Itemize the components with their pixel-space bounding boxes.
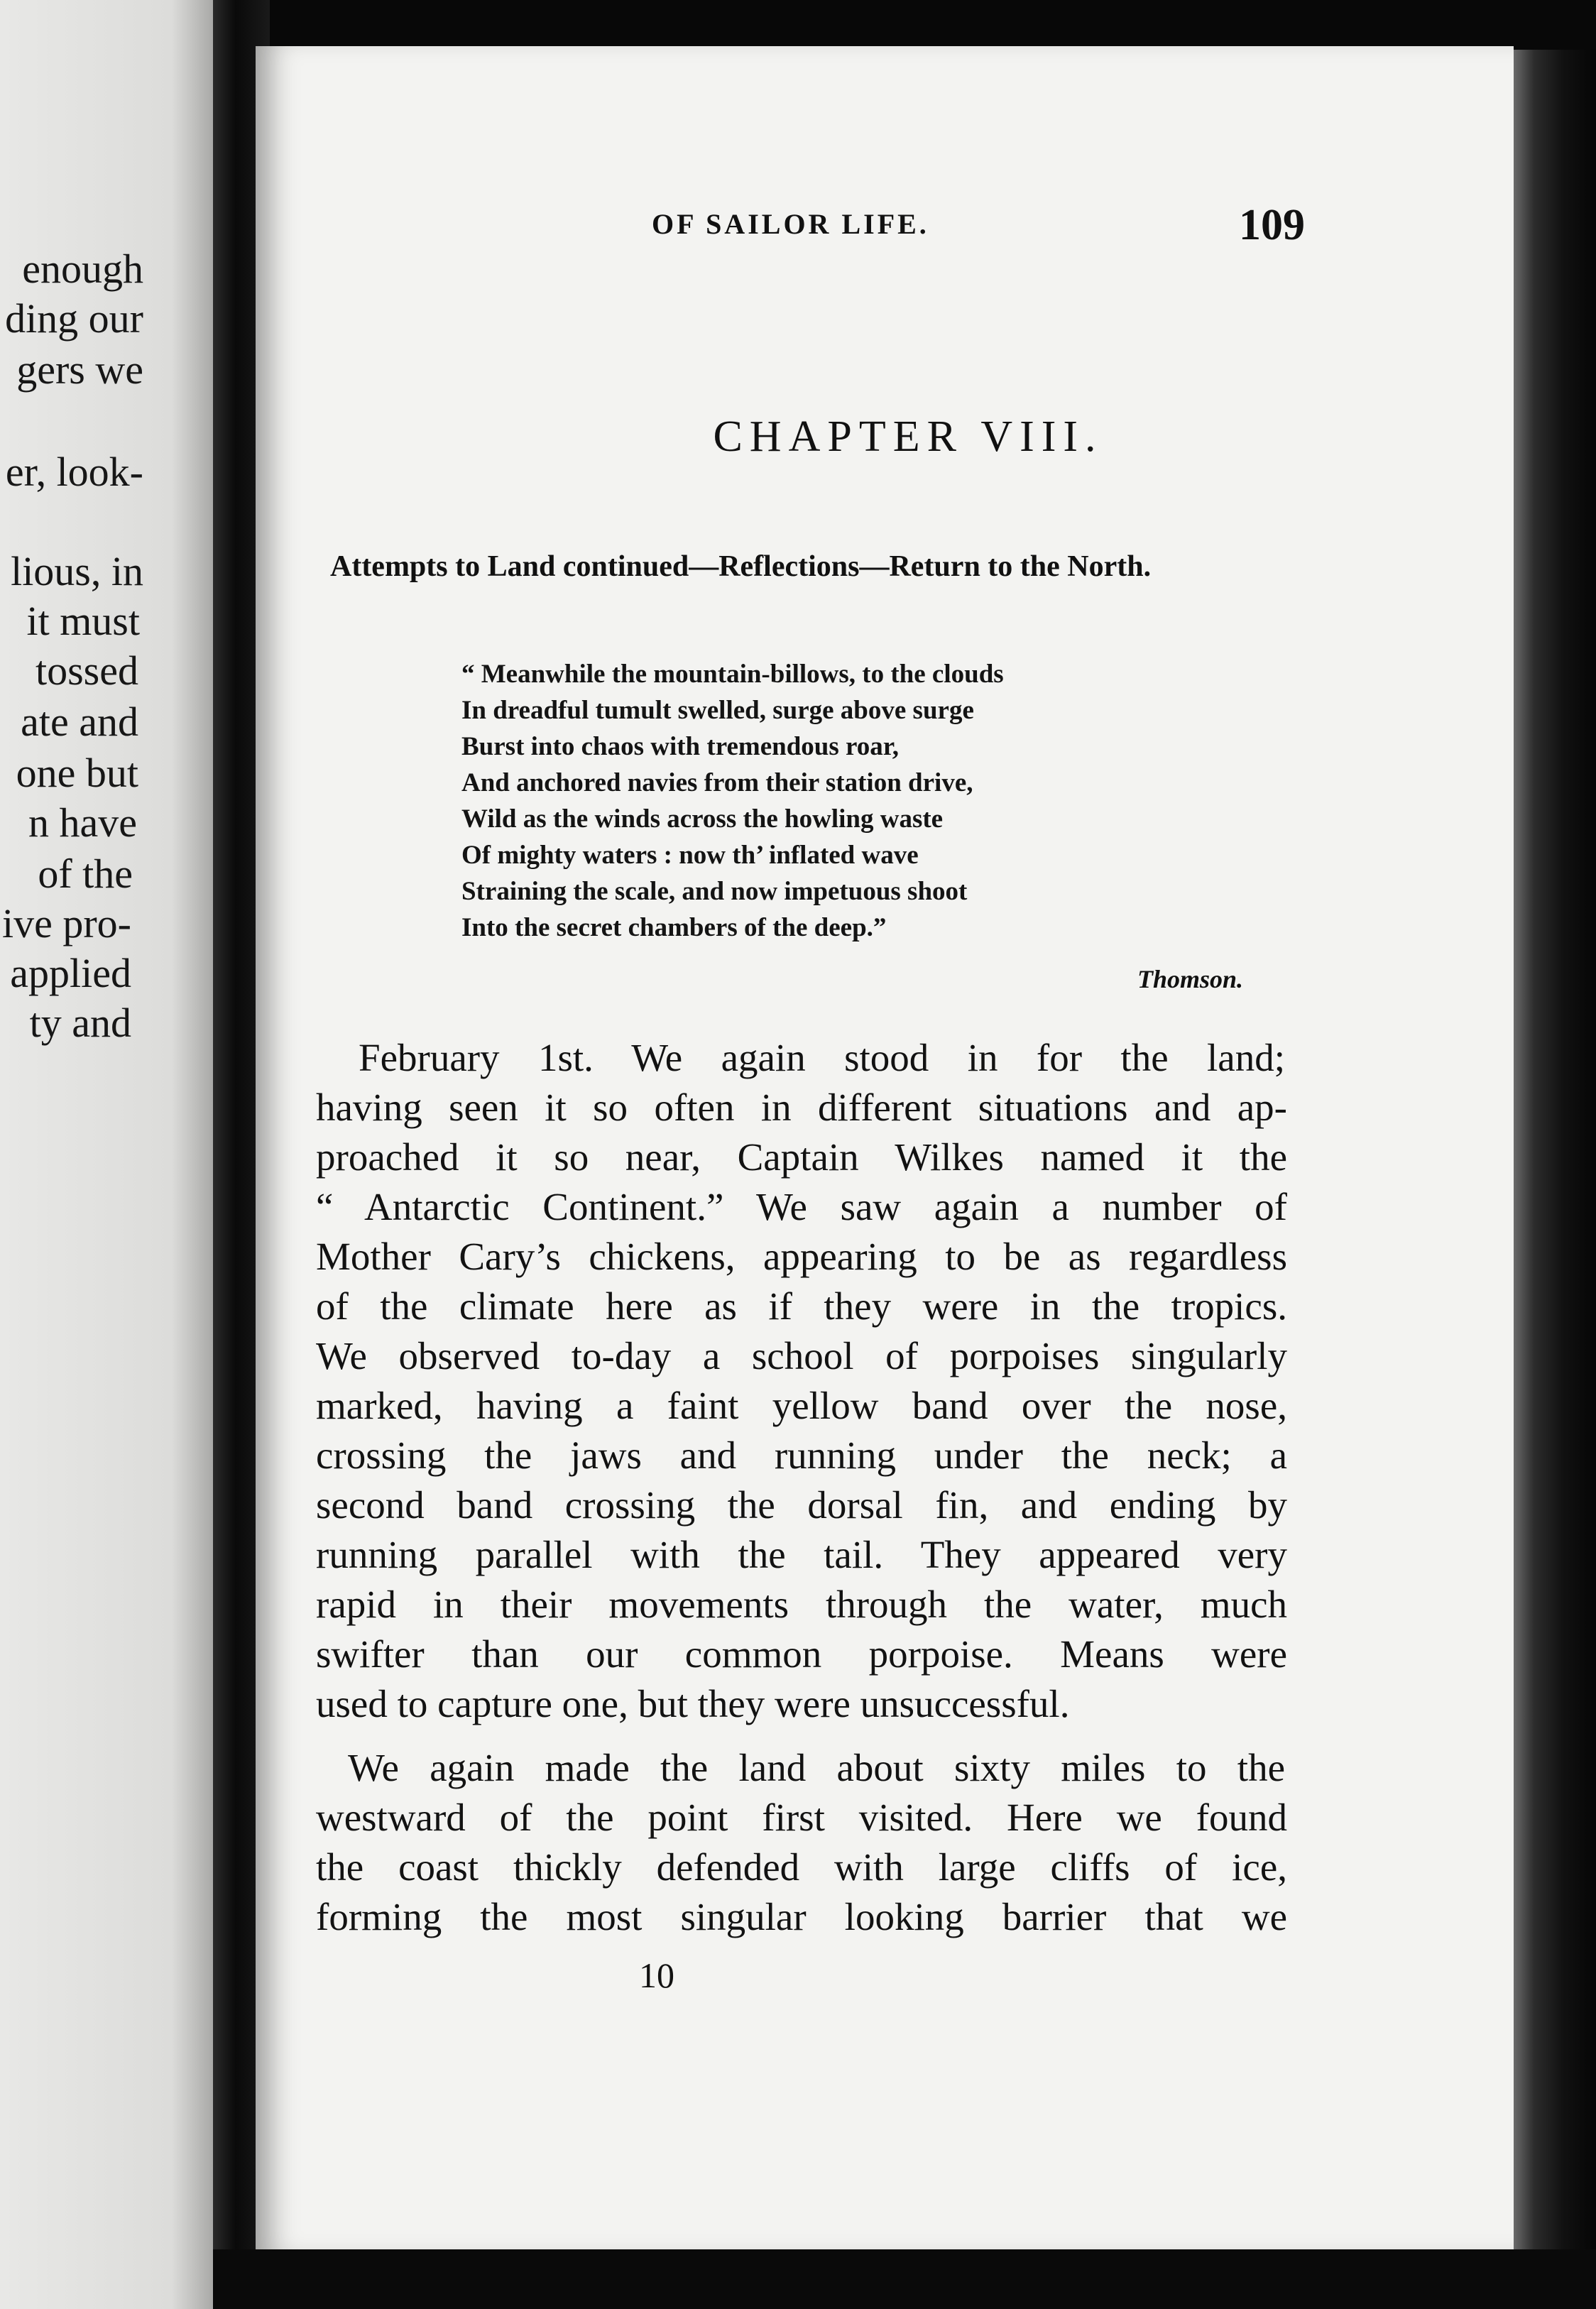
epigraph-line: Burst into chaos with tremendous roar, [461, 732, 900, 761]
body-line: February 1st. We again stood in for the land; [359, 1036, 1285, 1079]
body-line: “ Antarctic Continent.” We saw again a number of [316, 1185, 1287, 1228]
left-page-fragment: n have [28, 799, 137, 846]
body-line: used to capture one, but they were unsuccessful. [316, 1682, 1070, 1725]
body-line: forming the most singular looking barrier that we [316, 1895, 1287, 1938]
body-line: westward of the point first visited. Here we found [316, 1796, 1287, 1839]
left-page-fragment: er, look- [5, 449, 143, 495]
left-page-fragment: gers we [16, 346, 143, 393]
body-line: running parallel with the tail. They appeared very [316, 1533, 1287, 1576]
epigraph-line: Into the secret chambers of the deep.” [461, 913, 887, 942]
epigraph-line: And anchored navies from their station drive, [461, 768, 973, 797]
book-top-edge [213, 0, 1596, 50]
left-page-fragment: ty and [29, 1000, 131, 1046]
left-page [0, 0, 245, 2309]
left-page-fragment: ding our [5, 295, 143, 342]
epigraph [461, 656, 1004, 946]
page-fore-edge [1514, 50, 1596, 2309]
body-line: Mother Cary’s chickens, appearing to be as regardless [316, 1235, 1287, 1278]
signature-mark: 10 [639, 1955, 674, 1995]
page-number: 109 [1239, 201, 1305, 249]
body-line: the coast thickly defended with large cliffs of ice, [316, 1845, 1287, 1889]
left-page-fragment: tossed [35, 648, 138, 694]
left-page-fragment: lious, in [11, 548, 143, 594]
body-line: rapid in their movements through the water, much [316, 1583, 1287, 1626]
body-line: We again made the land about sixty miles to the [348, 1746, 1285, 1789]
epigraph-line: Of mighty waters : now th’ inflated wave [461, 841, 919, 870]
body-line: crossing the jaws and running under the neck; a [316, 1434, 1287, 1477]
book-bottom-edge [213, 2249, 1596, 2309]
chapter-title: CHAPTER VIII. [713, 413, 1103, 461]
body-line: proached it so near, Captain Wilkes named it the [316, 1135, 1287, 1179]
body-line: second band crossing the dorsal fin, and ending by [316, 1483, 1287, 1527]
body-line: having seen it so often in different situations and ap- [316, 1086, 1287, 1129]
left-page-fragment: it must [26, 598, 140, 644]
epigraph-line: “ Meanwhile the mountain-billows, to the clouds [461, 660, 1004, 689]
body-line: of the climate here as if they were in the tropics. [316, 1284, 1287, 1328]
epigraph-line: Wild as the winds across the howling waste [461, 804, 944, 834]
running-head: OF SAILOR LIFE. [652, 208, 929, 240]
body-line: swifter than our common porpoise. Means were [316, 1632, 1287, 1676]
left-page-fragment: of the [38, 851, 133, 897]
left-page-fragment: enough [22, 246, 143, 292]
chapter-subtitle: Attempts to Land continued—Reflections—Return to the North. [330, 550, 1152, 583]
left-page-fragment: one but [16, 750, 138, 796]
epigraph-line: Straining the scale, and now impetuous shoot [461, 877, 968, 906]
left-page-fragment: ive pro- [2, 900, 131, 946]
body-line: marked, having a faint yellow band over the nose, [316, 1384, 1287, 1427]
body-line: We observed to-day a school of porpoises singularly [316, 1334, 1287, 1377]
epigraph-line: In dreadful tumult swelled, surge above surge [461, 696, 974, 725]
left-page-fragment: ate and [21, 699, 138, 745]
left-page-fragment: applied [10, 950, 131, 996]
epigraph-author: Thomson. [1137, 965, 1244, 993]
